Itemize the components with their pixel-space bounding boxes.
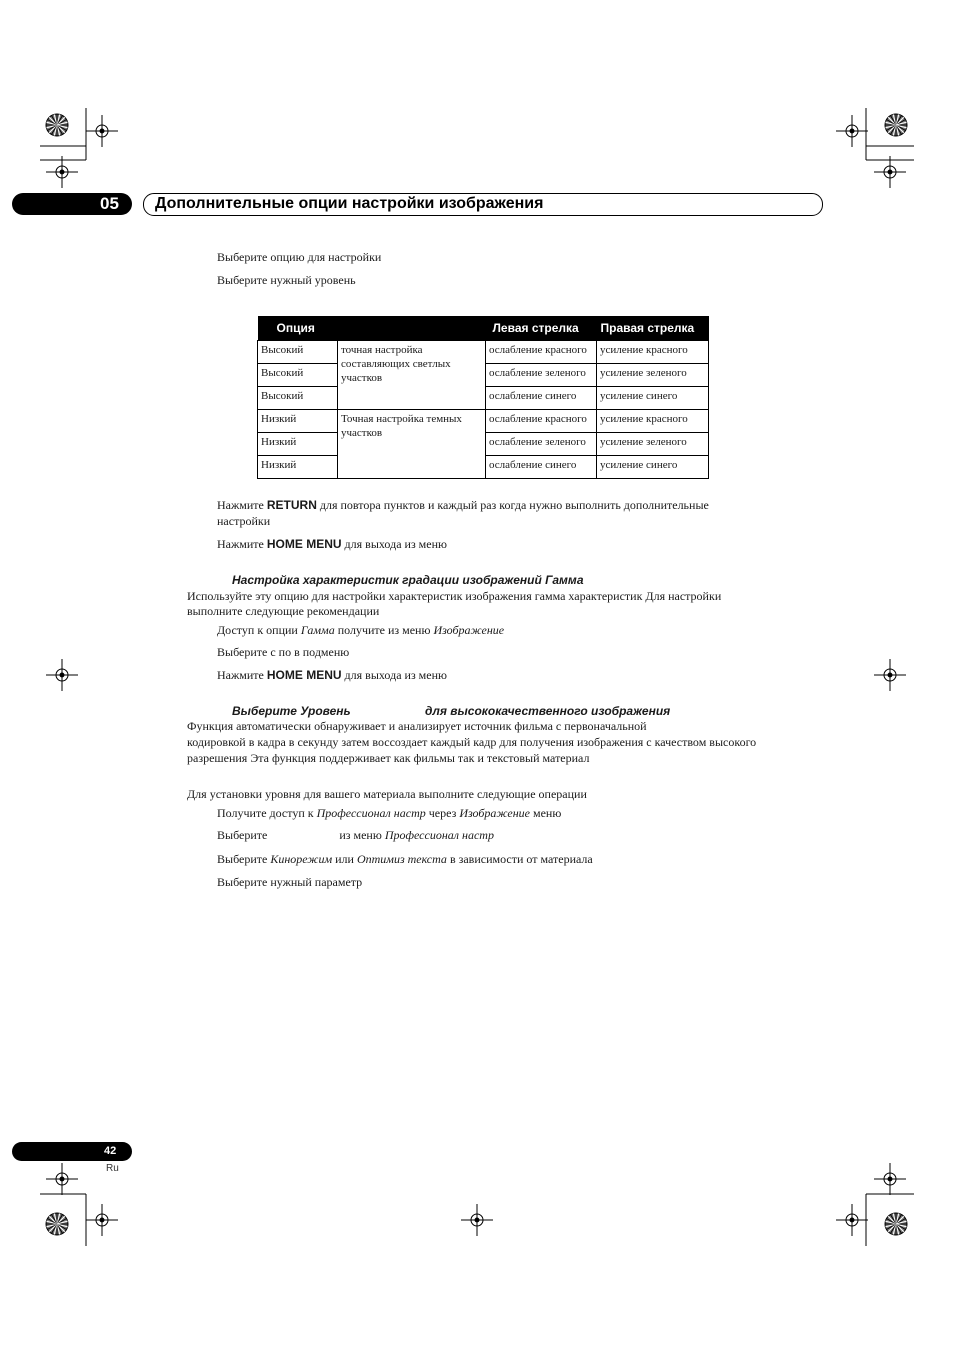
cell-right: усиление зеленого <box>597 433 709 456</box>
text: Доступ к опции <box>217 623 298 637</box>
text: Нажмите <box>217 668 264 682</box>
color-option-table <box>257 316 709 479</box>
chapter-title: Дополнительные опции настройки изображения <box>155 195 544 212</box>
cell-right: усиление красного <box>597 410 709 433</box>
cell-left: ослабление красного <box>486 341 597 364</box>
home-menu-key-label: HOME MENU <box>266 668 342 682</box>
text: Нажмите <box>217 537 264 551</box>
gamma-intro-line2: выполните следующие рекомендации <box>187 604 380 618</box>
level-heading-b: для высококачественного изображения <box>425 704 671 718</box>
level-step3 <box>217 852 593 867</box>
cell-left: ослабление красного <box>486 410 597 433</box>
cell-right: усиление красного <box>597 341 709 364</box>
option-name: Кинорежим <box>270 852 333 866</box>
gamma-step2: Выберите с по в подменю <box>217 645 350 659</box>
level-intro-line3: разрешения Эта функция поддерживает как фильмы так и текстовый материал <box>187 751 590 765</box>
gamma-heading: Настройка характеристик градации изображений Гамма <box>232 573 584 587</box>
text: Получите доступ к <box>217 806 314 820</box>
cell-left: ослабление зеленого <box>486 433 597 456</box>
step-return-cont: настройки <box>217 514 271 528</box>
header-option: Опция <box>258 316 338 341</box>
header-right-arrow: Правая стрелка <box>597 316 709 341</box>
level-setup-line: Для установки уровня для вашего материала выполните следующие операции <box>187 787 587 801</box>
menu-name: Изображение <box>433 623 505 637</box>
level-intro-line2: кодировкой в кадра в секунду затем воссоздает каждый кадр для получения изображения с качеством высокого <box>187 735 757 749</box>
text: Выберите <box>217 852 268 866</box>
text: или <box>335 852 354 866</box>
text: в зависимости от материала <box>449 852 593 866</box>
cell-left: ослабление синего <box>486 456 597 479</box>
step-home-menu <box>217 537 447 552</box>
level-step2 <box>217 828 494 843</box>
text: получите из меню <box>337 623 431 637</box>
page-number: 42 <box>104 1145 117 1157</box>
home-menu-key-label: HOME MENU <box>266 537 342 551</box>
option-name: Оптимиз текста <box>356 852 447 866</box>
text: для выхода из меню <box>344 537 447 551</box>
table-header-row <box>258 316 709 341</box>
step-return <box>217 498 709 513</box>
cell-description-low: Точная настройка темных участков <box>338 410 486 479</box>
step-select-level: Выберите нужный уровень <box>217 273 356 287</box>
chapter-number: 05 <box>100 194 119 213</box>
cell-option: Низкий <box>258 456 338 479</box>
cell-option: Высокий <box>258 364 338 387</box>
table-row <box>258 410 709 433</box>
gamma-intro-line1: Используйте эту опцию для настройки характеристик изображения гамма характеристик Для настройки <box>187 589 722 603</box>
text: меню <box>533 806 562 820</box>
cell-option: Высокий <box>258 341 338 364</box>
level-heading-a: Выберите Уровень <box>232 704 351 718</box>
text: через <box>428 806 457 820</box>
level-intro-line1: Функция автоматически обнаруживает и анализирует источник фильма с первоначальной <box>187 719 647 733</box>
header-description <box>338 316 486 341</box>
text: Нажмите <box>217 498 264 512</box>
cell-right: усиление синего <box>597 456 709 479</box>
table-row <box>258 341 709 364</box>
gamma-step1 <box>217 623 504 638</box>
page-language: Ru <box>106 1163 119 1174</box>
menu-name: Профессионал настр <box>384 828 494 842</box>
text: Выберите из меню <box>217 828 382 842</box>
level-step4: Выберите нужный параметр <box>217 875 363 889</box>
text: для повтора пунктов и каждый раз когда нужно выполнить дополнительные <box>319 498 709 512</box>
cell-option: Низкий <box>258 410 338 433</box>
cell-right: усиление синего <box>597 387 709 410</box>
cell-left: ослабление зеленого <box>486 364 597 387</box>
menu-name: Гамма <box>300 623 335 637</box>
cell-left: ослабление синего <box>486 387 597 410</box>
menu-name: Изображение <box>459 806 530 820</box>
return-key-label: RETURN <box>266 498 317 512</box>
cell-option: Высокий <box>258 387 338 410</box>
cell-option: Низкий <box>258 433 338 456</box>
cell-right: усиление зеленого <box>597 364 709 387</box>
gamma-step3 <box>217 668 447 683</box>
step-select-option: Выберите опцию для настройки <box>217 250 382 264</box>
text: для выхода из меню <box>344 668 447 682</box>
header-left-arrow: Левая стрелка <box>486 316 597 341</box>
menu-name: Профессионал настр <box>316 806 426 820</box>
cell-description-high: точная настройка составляющих светлых участков <box>338 341 486 410</box>
level-step1 <box>217 806 561 821</box>
